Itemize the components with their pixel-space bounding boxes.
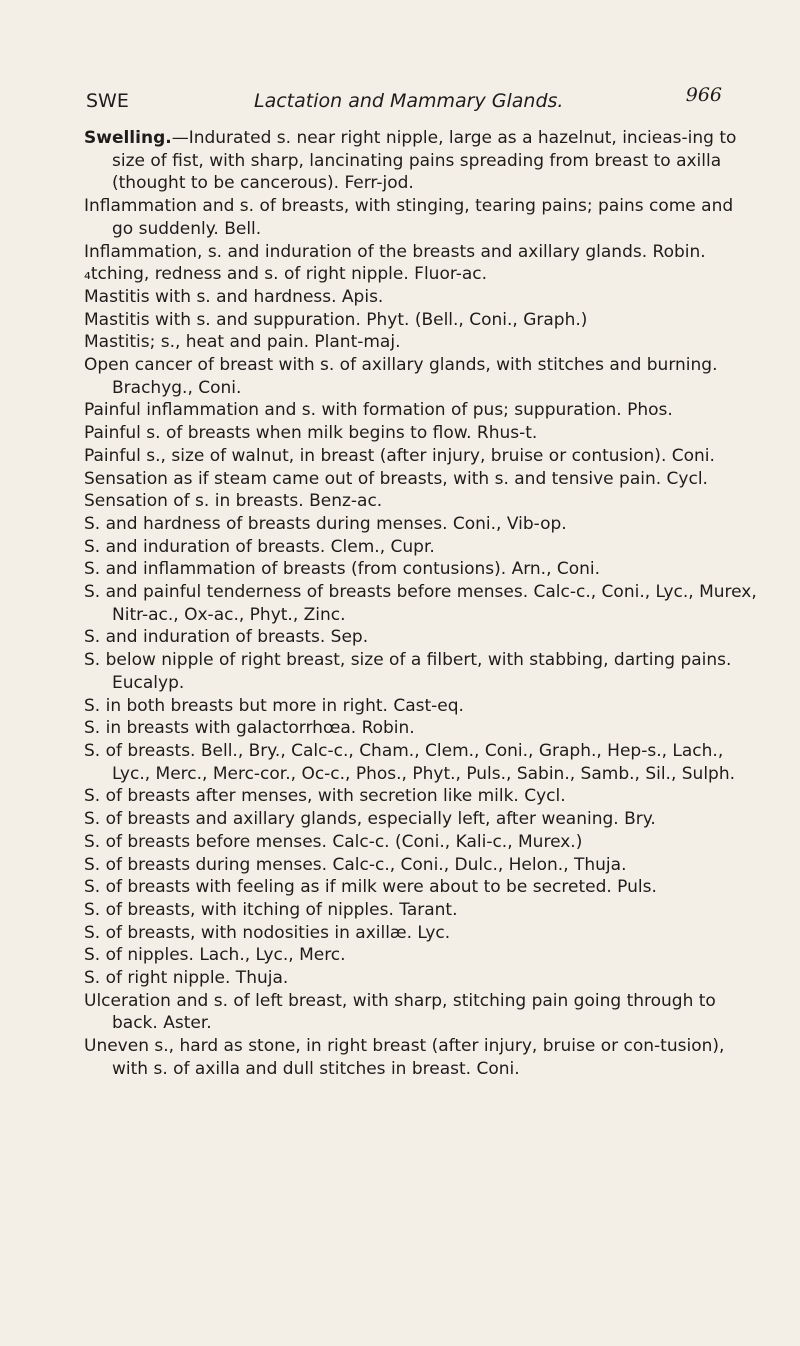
rubric-entry: Mastitis; s., heat and pain. Plant-maj. bbox=[84, 332, 401, 353]
rubric-entry: Inflammation, s. and induration of the breasts and axillary glands. Robin. bbox=[84, 241, 706, 262]
rubric-entry: Sensation of s. in breasts. Benz-ac. bbox=[84, 491, 383, 512]
page-number: 966 bbox=[685, 84, 722, 106]
rubric-entry: S. and induration of breasts. Sep. bbox=[84, 627, 369, 648]
rubric-entry: S. of breasts, with itching of nipples. Tarant. bbox=[84, 899, 458, 920]
rubric-entry: S. of breasts, with nodosities in axillæ. Lyc. bbox=[84, 922, 451, 943]
rubric-entry: S. in breasts with galactorrhœa. Robin. bbox=[84, 718, 415, 739]
rubric-entry: S. of breasts with feeling as if milk were about to be secreted. Puls. bbox=[84, 877, 657, 898]
running-header bbox=[86, 84, 722, 120]
rubric-entry: S. of breasts. Bell., Bry., Calc-c., Cham., Clem., Coni., Graph., Hep-s., Lach., Lyc., Merc., Merc-cor., Oc-c., Phos., Phyt., Puls., Sabin., Samb., Sil., Sulph. bbox=[84, 740, 736, 784]
rubric-entry: ₄tching, redness and s. of right nipple. Fluor-ac. bbox=[84, 264, 488, 285]
rubric-entry: Ulceration and s. of left breast, with sharp, stitching pain going through to back. Aster. bbox=[84, 990, 716, 1034]
rubric-heading: Swelling. bbox=[84, 128, 172, 148]
rubric-entry: Mastitis with s. and hardness. Apis. bbox=[84, 286, 384, 307]
rubric-entry: S. and inflammation of breasts (from contusions). Arn., Coni. bbox=[84, 559, 601, 580]
rubric-entry: Uneven s., hard as stone, in right breast (after injury, bruise or con-tusion), with s. of axilla and dull stitches in breast. Coni. bbox=[84, 1036, 725, 1079]
rubric-entry: Mastitis with s. and suppuration. Phyt. (Bell., Coni., Graph.) bbox=[84, 309, 588, 330]
rubric-entry: S. and hardness of breasts during menses. Coni., Vib-op. bbox=[84, 513, 567, 534]
rubric-entry: S. of breasts during menses. Calc-c., Coni., Dulc., Helon., Thuja. bbox=[84, 854, 627, 875]
rubric-entry: S. and induration of breasts. Clem., Cupr. bbox=[84, 536, 435, 557]
rubric-list bbox=[84, 127, 758, 1081]
rubric-entry: S. of breasts before menses. Calc-c. (Coni., Kali-c., Murex.) bbox=[84, 831, 583, 852]
rubric-entry: Sensation as if steam came out of breasts, with s. and tensive pain. Cycl. bbox=[84, 468, 708, 489]
rubric-entry: S. of nipples. Lach., Lyc., Merc. bbox=[84, 945, 346, 966]
rubric-entry: S. and painful tenderness of breasts before menses. Calc-c., Coni., Lyc., Murex, Nitr-ac., Ox-ac., Phyt., Zinc. bbox=[84, 582, 757, 625]
rubric-entry: Painful inflammation and s. with formation of pus; suppuration. Phos. bbox=[84, 400, 673, 421]
rubric-entry: S. of right nipple. Thuja. bbox=[84, 968, 289, 989]
rubric-entry: S. below nipple of right breast, size of a filbert, with stabbing, darting pains. Eucalyp. bbox=[84, 650, 732, 693]
rubric-entry: Painful s., size of walnut, in breast (after injury, bruise or contusion). Coni. bbox=[84, 445, 715, 466]
rubric-entry: Painful s. of breasts when milk begins to flow. Rhus-t. bbox=[84, 423, 538, 444]
rubric-entry: S. of breasts and axillary glands, especially left, after weaning. Bry. bbox=[84, 809, 656, 830]
rubric-entry: S. of breasts after menses, with secretion like milk. Cycl. bbox=[84, 786, 566, 807]
rubric-entry: S. in both breasts but more in right. Cast-eq. bbox=[84, 695, 464, 716]
rubric-entry: Inflammation and s. of breasts, with stinging, tearing pains; pains come and go suddenly. Bell. bbox=[84, 196, 734, 239]
rubric-text: —Indurated s. near right nipple, large as a hazelnut, incieas-ing to size of fist, with sharp, lancinating pains spreading from breast to axilla (thought to be cancerous). Ferr-jod. bbox=[112, 128, 737, 194]
header-section: SWE bbox=[86, 90, 129, 112]
rubric-entry bbox=[84, 127, 758, 195]
header-title: Lactation and Mammary Glands. bbox=[254, 90, 564, 112]
rubric-entry: Open cancer of breast with s. of axillary glands, with stitches and burning. Brachyg., Coni. bbox=[84, 355, 718, 398]
